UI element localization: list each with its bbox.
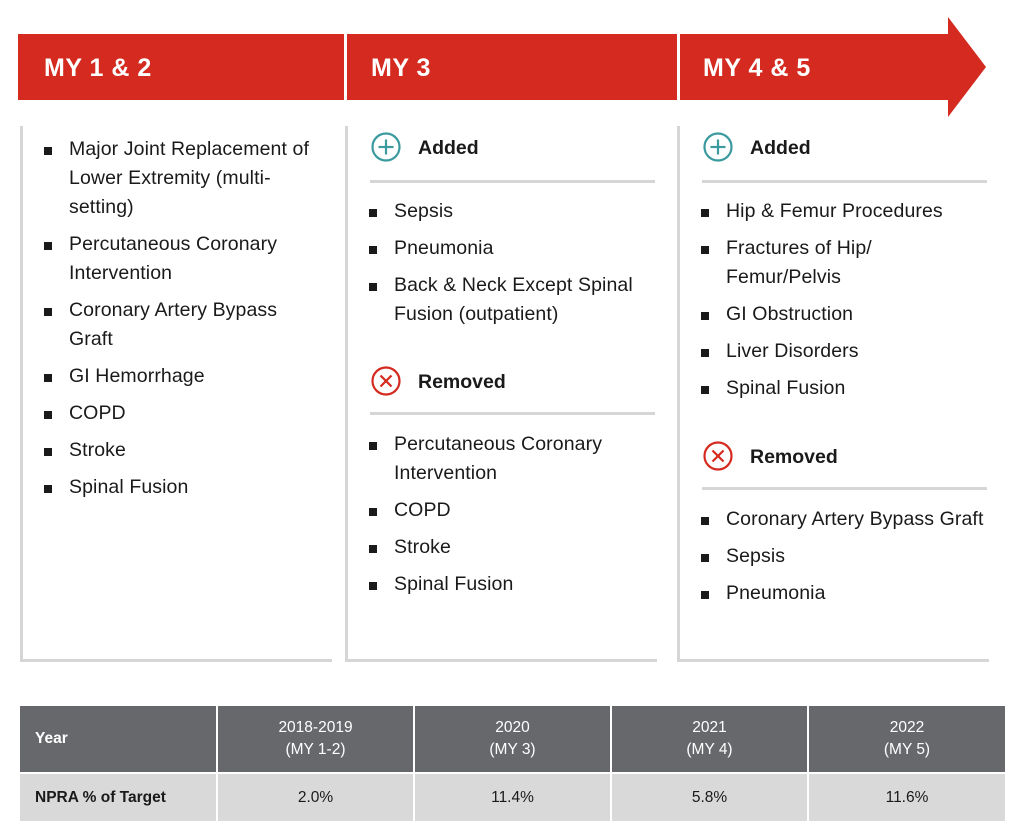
bullet-icon <box>44 147 52 155</box>
x-circle-icon <box>370 365 402 397</box>
arrow-shape <box>18 17 986 117</box>
segment-label-my3: MY 3 <box>371 54 431 82</box>
list-item: Sepsis <box>348 197 653 226</box>
column-my4-5 <box>677 126 989 662</box>
npra-table <box>20 706 1007 823</box>
bullet-icon <box>369 246 377 254</box>
plus-circle-icon <box>370 131 402 163</box>
list-item: Stroke <box>348 533 653 562</box>
list-item: Pneumonia <box>680 579 985 608</box>
bullet-icon <box>44 448 52 456</box>
year-column-header: 2018-2019 (MY 1-2) <box>217 706 414 773</box>
year-column-header: 2021 (MY 4) <box>611 706 808 773</box>
list-item: Liver Disorders <box>680 337 985 366</box>
list-item: Major Joint Replacement of Lower Extremity (multi-setting) <box>23 135 323 222</box>
list-item: Percutaneous Coronary Intervention <box>348 430 653 488</box>
bullet-icon <box>44 374 52 382</box>
added-list <box>680 197 985 411</box>
table-cell: 11.6% <box>808 773 1006 822</box>
removed-header <box>370 365 656 409</box>
list-item: GI Hemorrhage <box>23 362 323 391</box>
table-row <box>20 773 1006 822</box>
added-list <box>348 197 653 337</box>
bullet-icon <box>369 508 377 516</box>
year-header: Year <box>20 706 217 773</box>
added-label: Added <box>750 137 811 159</box>
list-item: Spinal Fusion <box>348 570 653 599</box>
divider <box>702 487 987 490</box>
list-item: Spinal Fusion <box>680 374 985 403</box>
column-my1-2 <box>20 126 332 662</box>
year-column-header: 2020 (MY 3) <box>414 706 611 773</box>
segment-label-my4-5: MY 4 & 5 <box>703 54 811 82</box>
segment-label-my1-2: MY 1 & 2 <box>44 54 152 82</box>
bullet-icon <box>701 246 709 254</box>
list-item: GI Obstruction <box>680 300 985 329</box>
divider <box>370 412 655 415</box>
timeline-arrow <box>0 0 1024 120</box>
column-my3 <box>345 126 657 662</box>
bullet-icon <box>44 308 52 316</box>
bullet-icon <box>701 554 709 562</box>
list-item: COPD <box>23 399 323 428</box>
list-item: Stroke <box>23 436 323 465</box>
table-cell: 5.8% <box>611 773 808 822</box>
segment-divider <box>344 34 347 100</box>
row-label: NPRA % of Target <box>20 773 217 822</box>
bullet-icon <box>701 349 709 357</box>
list-item: COPD <box>348 496 653 525</box>
removed-header <box>702 440 988 484</box>
bullet-icon <box>369 209 377 217</box>
list-item: Coronary Artery Bypass Graft <box>23 296 323 354</box>
removed-list <box>348 430 653 607</box>
measure-list <box>23 135 323 510</box>
table-header-row <box>20 706 1006 773</box>
list-item: Percutaneous Coronary Intervention <box>23 230 323 288</box>
added-header <box>370 131 656 175</box>
x-circle-icon <box>702 440 734 472</box>
list-item: Sepsis <box>680 542 985 571</box>
bullet-icon <box>44 242 52 250</box>
divider <box>702 180 987 183</box>
plus-circle-icon <box>702 131 734 163</box>
bullet-icon <box>44 411 52 419</box>
added-label: Added <box>418 137 479 159</box>
list-item: Pneumonia <box>348 234 653 263</box>
bullet-icon <box>369 442 377 450</box>
list-item: Hip & Femur Procedures <box>680 197 985 226</box>
bullet-icon <box>701 386 709 394</box>
bullet-icon <box>701 591 709 599</box>
added-header <box>702 131 988 175</box>
list-item: Coronary Artery Bypass Graft <box>680 505 985 534</box>
bullet-icon <box>701 517 709 525</box>
bullet-icon <box>44 485 52 493</box>
list-item: Fractures of Hip/ Femur/Pelvis <box>680 234 985 292</box>
list-item: Back & Neck Except Spinal Fusion (outpatient) <box>348 271 653 329</box>
list-item: Spinal Fusion <box>23 473 323 502</box>
divider <box>370 180 655 183</box>
removed-label: Removed <box>750 446 838 468</box>
table-cell: 11.4% <box>414 773 611 822</box>
segment-divider <box>677 34 680 100</box>
bullet-icon <box>369 283 377 291</box>
year-column-header: 2022 (MY 5) <box>808 706 1006 773</box>
bullet-icon <box>369 545 377 553</box>
removed-label: Removed <box>418 371 506 393</box>
bullet-icon <box>369 582 377 590</box>
table-cell: 2.0% <box>217 773 414 822</box>
bullet-icon <box>701 312 709 320</box>
bullet-icon <box>701 209 709 217</box>
removed-list <box>680 505 985 616</box>
